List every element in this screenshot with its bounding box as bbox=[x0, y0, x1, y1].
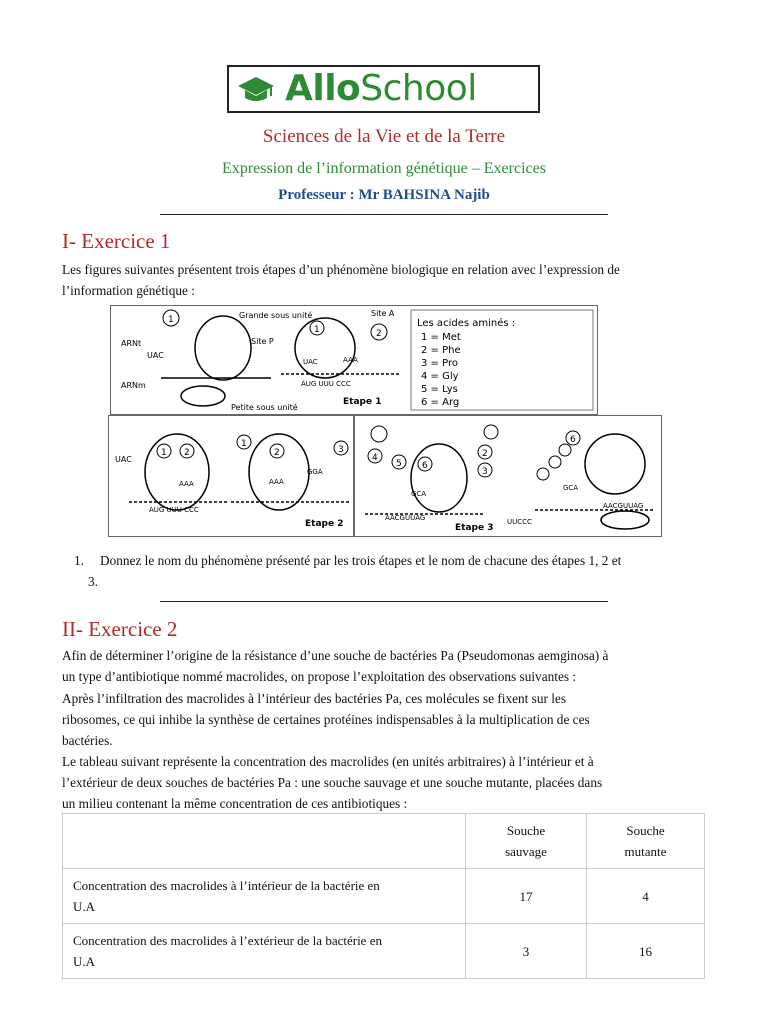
svg-text:AAA: AAA bbox=[269, 478, 284, 486]
legend-3: 3 = Pro bbox=[421, 358, 458, 369]
svg-text:GCA: GCA bbox=[563, 484, 579, 492]
exercise2-p2: Après l’infiltration des macrolides à l’intérieur des bactéries Pa, ces molécules se fixent sur les ribosomes, ce qui inhibe la synthèse de certaines protéines indispensables à la multiplication de ces bactéries. bbox=[62, 691, 590, 748]
svg-text:AAA: AAA bbox=[343, 356, 358, 364]
exercise2-p3: Le tableau suivant représente la concentration des macrolides (en unités arbitraires) à l’intérieur et à l’extérieur de deux souches de bactéries Pa : une souche sauvage et une souche mutante, placées dans un milieu contenant la même concentration de ces antibiotiques : bbox=[62, 754, 603, 811]
table-cell: 3 bbox=[466, 924, 587, 979]
table-row bbox=[63, 869, 705, 924]
legend-1: 1 = Met bbox=[421, 332, 461, 343]
table-row-label: Concentration des macrolides à l’extérieur de la bactérie en U.A bbox=[63, 924, 466, 979]
figure-etape2 bbox=[108, 415, 354, 537]
header-divider bbox=[160, 214, 608, 215]
svg-text:GGA: GGA bbox=[307, 468, 323, 476]
exercise2-heading: II- Exercice 2 bbox=[62, 617, 178, 641]
table-row-label: Concentration des macrolides à l’intérieur de la bactérie en U.A bbox=[63, 869, 466, 924]
macrolides-table bbox=[62, 813, 705, 979]
table-header-mutante: Souche mutante bbox=[587, 814, 705, 869]
svg-text:3: 3 bbox=[338, 445, 344, 455]
svg-text:2: 2 bbox=[376, 329, 382, 339]
svg-text:5: 5 bbox=[396, 459, 402, 469]
svg-text:Petite sous unité: Petite sous unité bbox=[231, 403, 298, 412]
logo-text: AlloSchool bbox=[285, 68, 477, 109]
alloschool-logo[interactable] bbox=[227, 65, 540, 113]
svg-text:3: 3 bbox=[482, 467, 488, 477]
legend-6: 6 = Arg bbox=[421, 397, 460, 408]
svg-text:Grande sous unité: Grande sous unité bbox=[239, 311, 313, 320]
figure-etape1 bbox=[110, 305, 598, 415]
svg-text:UAC: UAC bbox=[115, 455, 132, 464]
exercise1-intro: Les figures suivantes présentent trois étapes d’un phénomène biologique en relation avec l’expression de l’information génétique : bbox=[62, 262, 620, 298]
svg-text:Site A: Site A bbox=[371, 309, 395, 318]
legend-title: Les acides aminés : bbox=[417, 318, 516, 329]
etape2-label: Etape 2 bbox=[305, 519, 344, 529]
table-row bbox=[63, 924, 705, 979]
svg-text:4: 4 bbox=[372, 453, 378, 463]
svg-text:AACGUUAG: AACGUUAG bbox=[385, 514, 426, 522]
svg-text:Site P: Site P bbox=[251, 337, 274, 346]
svg-text:AAA: AAA bbox=[179, 480, 194, 488]
svg-text:AACGUUAG: AACGUUAG bbox=[603, 502, 644, 510]
question1: 1. Donnez le nom du phénomène présenté par les trois étapes et le nom de chacune des étapes 1, 2 et 3. bbox=[74, 553, 622, 589]
graduation-cap-icon bbox=[237, 75, 275, 103]
figure-etape3 bbox=[354, 415, 662, 537]
svg-text:GCA: GCA bbox=[411, 490, 427, 498]
exercise1-heading: I- Exercice 1 bbox=[62, 229, 171, 253]
svg-text:6: 6 bbox=[422, 461, 428, 471]
table-header-sauvage: Souche sauvage bbox=[466, 814, 587, 869]
svg-text:1: 1 bbox=[168, 315, 174, 325]
topic-title: Expression de l’information génétique – Exercices bbox=[222, 160, 546, 177]
table-cell: 4 bbox=[587, 869, 705, 924]
svg-text:UUCCC: UUCCC bbox=[507, 518, 532, 526]
svg-text:UAC: UAC bbox=[303, 358, 318, 366]
legend-4: 4 = Gly bbox=[421, 371, 459, 382]
svg-text:ARNt: ARNt bbox=[121, 339, 142, 348]
svg-text:ARNm: ARNm bbox=[121, 381, 146, 390]
teacher-name: Professeur : Mr BAHSINA Najib bbox=[278, 187, 490, 203]
svg-text:AUG UUU CCC: AUG UUU CCC bbox=[301, 380, 351, 388]
section-divider bbox=[160, 601, 608, 602]
legend-5: 5 = Lys bbox=[421, 384, 458, 395]
svg-text:1: 1 bbox=[161, 448, 167, 458]
svg-text:6: 6 bbox=[570, 435, 576, 445]
svg-text:2: 2 bbox=[482, 449, 488, 459]
legend-2: 2 = Phe bbox=[421, 345, 461, 356]
table-header-row bbox=[63, 814, 705, 869]
svg-text:2: 2 bbox=[184, 448, 190, 458]
svg-text:AUG UUU CCC: AUG UUU CCC bbox=[149, 506, 199, 514]
etape1-label: Etape 1 bbox=[343, 397, 382, 407]
svg-text:1: 1 bbox=[314, 325, 320, 335]
table-header-empty bbox=[63, 814, 466, 869]
exercise2-p1: Afin de déterminer l’origine de la résistance d’une souche de bactéries Pa (Pseudomonas aemginosa) à un type d’antibiotique nommé macrolides, on propose l’exploitation des observations suivantes : bbox=[62, 648, 609, 684]
svg-text:2: 2 bbox=[274, 448, 280, 458]
etape3-label: Etape 3 bbox=[455, 523, 494, 533]
svg-text:UAC: UAC bbox=[147, 351, 164, 360]
table-cell: 17 bbox=[466, 869, 587, 924]
svg-text:1: 1 bbox=[241, 439, 247, 449]
subject-title: Sciences de la Vie et de la Terre bbox=[262, 126, 506, 147]
table-cell: 16 bbox=[587, 924, 705, 979]
